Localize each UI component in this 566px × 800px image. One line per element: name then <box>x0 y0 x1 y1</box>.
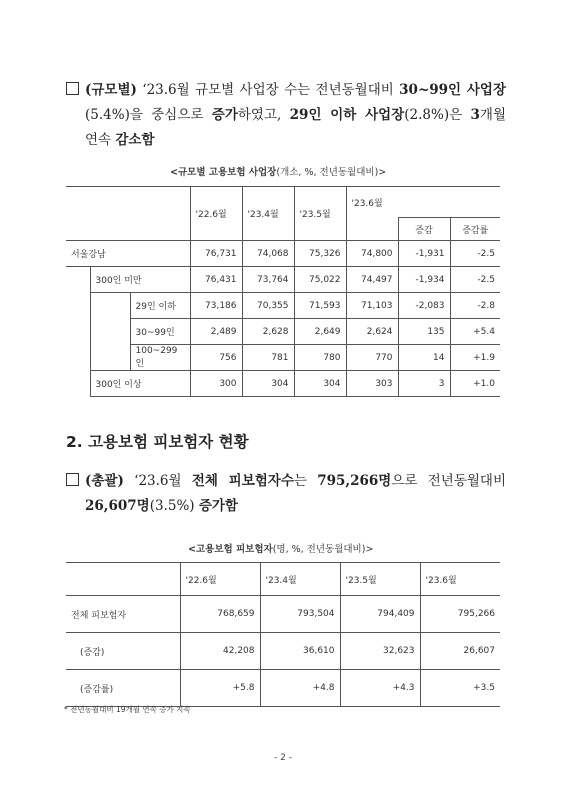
cell: 304 <box>294 371 346 397</box>
header-empty-cell <box>66 563 180 596</box>
section-title: 2. 고용보험 피보험자 현황 <box>66 433 249 451</box>
table2-caption: <고용보험 피보험자(명, %, 전년동월대비)> <box>188 544 374 555</box>
cell: 770 <box>346 345 398 371</box>
cell: 74,800 <box>346 241 398 267</box>
row-label: 전체 피보험자 <box>66 596 180 633</box>
cell: 73,764 <box>242 267 294 293</box>
cell: 768,659 <box>180 596 260 633</box>
text-run: ‘23.6월 규모별 사업장 수는 전년동월대비 <box>136 82 400 98</box>
text-run: 29인 이하 사업장 <box>289 107 405 123</box>
text-run: 감소함 <box>115 132 155 148</box>
table-row <box>66 596 500 633</box>
paragraph-scale-line-2 <box>66 103 506 128</box>
row-label: 300인 이상 <box>90 371 190 397</box>
cell: 781 <box>242 345 294 371</box>
cell: 795,266 <box>420 596 500 633</box>
header-cell: '23.6월 <box>420 563 500 596</box>
header-spacer <box>346 218 398 241</box>
cell: 2,628 <box>242 319 294 345</box>
cell: 135 <box>398 319 450 345</box>
text-run: (규모별) <box>85 82 137 98</box>
text-run: 3 <box>470 107 480 123</box>
text-run: ‘23.6월 <box>123 473 192 489</box>
cell: 793,504 <box>260 596 340 633</box>
indent-cell <box>90 293 130 371</box>
text-run: 는 <box>293 473 318 489</box>
cell: 73,186 <box>190 293 242 319</box>
text-run: 795,266명 <box>317 473 392 489</box>
cell: 74,068 <box>242 241 294 267</box>
text-run: 26,607명 <box>85 498 150 514</box>
header-cell: 증감 <box>398 218 450 241</box>
header-cell: 증감률 <box>450 218 500 241</box>
cell: -2.5 <box>450 267 500 293</box>
cell: +4.3 <box>340 670 420 707</box>
header-cell: '22.6월 <box>180 563 260 596</box>
cell: 32,623 <box>340 633 420 670</box>
table-row <box>66 670 500 707</box>
row-label: 서울강남 <box>66 241 190 267</box>
text-run: 30~99인 사업장 <box>399 82 506 98</box>
paragraph-scale-line-1 <box>66 78 506 103</box>
text-run: (총괄) <box>85 473 124 489</box>
cell: 26,607 <box>420 633 500 670</box>
row-label: 30~99인 <box>130 319 190 345</box>
cell: 71,103 <box>346 293 398 319</box>
text-run: (2.8%)은 <box>404 107 471 123</box>
cell: +1.0 <box>450 371 500 397</box>
row-label: (증감률) <box>66 670 180 707</box>
insured-persons-table <box>66 562 500 707</box>
footnote: * 전년동월대비 19개월 연속 증가 지속 <box>64 705 191 714</box>
checkbox-bullet-icon <box>66 473 79 486</box>
table1-caption: <규모별 고용보험 사업장(개소, %, 전년동월대비)> <box>170 167 387 178</box>
cell: 14 <box>398 345 450 371</box>
row-label: (증감) <box>66 633 180 670</box>
text-run: 전체 피보험자수 <box>191 473 294 489</box>
cell: 794,409 <box>340 596 420 633</box>
row-label: 300인 미만 <box>90 267 190 293</box>
header-empty-cell <box>66 187 190 241</box>
cell: 3 <box>398 371 450 397</box>
paragraph-scale <box>66 78 506 153</box>
cell: 71,593 <box>294 293 346 319</box>
table-row <box>66 371 500 397</box>
cell: -2,083 <box>398 293 450 319</box>
table-row <box>66 267 500 293</box>
cell: 2,489 <box>190 319 242 345</box>
cell: +1.9 <box>450 345 500 371</box>
text-run: (3.5%) <box>149 498 199 514</box>
indent-cell <box>66 267 90 397</box>
cell: 75,022 <box>294 267 346 293</box>
cell: -1,934 <box>398 267 450 293</box>
row-label: 29인 이하 <box>130 293 190 319</box>
page-number: - 2 - <box>274 753 292 763</box>
cell: 2,624 <box>346 319 398 345</box>
header-cell: '22.6월 <box>190 187 242 241</box>
cell: 780 <box>294 345 346 371</box>
cell: 756 <box>190 345 242 371</box>
header-cell: '23.4월 <box>260 563 340 596</box>
workplace-size-table <box>66 186 500 397</box>
cell: 2,649 <box>294 319 346 345</box>
cell: 42,208 <box>180 633 260 670</box>
cell: 304 <box>242 371 294 397</box>
cell: -2.5 <box>450 241 500 267</box>
cell: 36,610 <box>260 633 340 670</box>
paragraph-total-line-2 <box>66 494 506 519</box>
cell: 76,431 <box>190 267 242 293</box>
cell: 303 <box>346 371 398 397</box>
text-run: 하였고, <box>237 107 290 123</box>
cell: -1,931 <box>398 241 450 267</box>
cell: 75,326 <box>294 241 346 267</box>
text-run: 으로 전년동월대비 <box>391 473 506 489</box>
paragraph-scale-line-3 <box>66 128 506 153</box>
paragraph-total <box>66 469 506 519</box>
table-row <box>66 293 500 319</box>
table-row <box>66 345 500 371</box>
header-cell: '23.4월 <box>242 187 294 241</box>
text-run: 연속 <box>85 132 116 148</box>
text-run: 증가함 <box>198 498 238 514</box>
text-run: 개월 <box>479 107 506 123</box>
cell: +4.8 <box>260 670 340 707</box>
cell: +5.8 <box>180 670 260 707</box>
cell: +3.5 <box>420 670 500 707</box>
cell: +5.4 <box>450 319 500 345</box>
table-row <box>66 319 500 345</box>
cell: -2.8 <box>450 293 500 319</box>
checkbox-bullet-icon <box>66 82 79 95</box>
header-cell: '23.5월 <box>294 187 346 241</box>
header-cell: '23.5월 <box>340 563 420 596</box>
cell: 70,355 <box>242 293 294 319</box>
paragraph-total-line-1 <box>66 469 506 494</box>
text-run: (5.4%)을 중심으로 <box>85 107 212 123</box>
table-row <box>66 633 500 670</box>
cell: 76,731 <box>190 241 242 267</box>
cell: 300 <box>190 371 242 397</box>
row-label: 100~299인 <box>130 345 190 371</box>
text-run: 증가 <box>211 107 238 123</box>
header-cell: '23.6월 <box>346 187 500 218</box>
cell: 74,497 <box>346 267 398 293</box>
table-row <box>66 241 500 267</box>
